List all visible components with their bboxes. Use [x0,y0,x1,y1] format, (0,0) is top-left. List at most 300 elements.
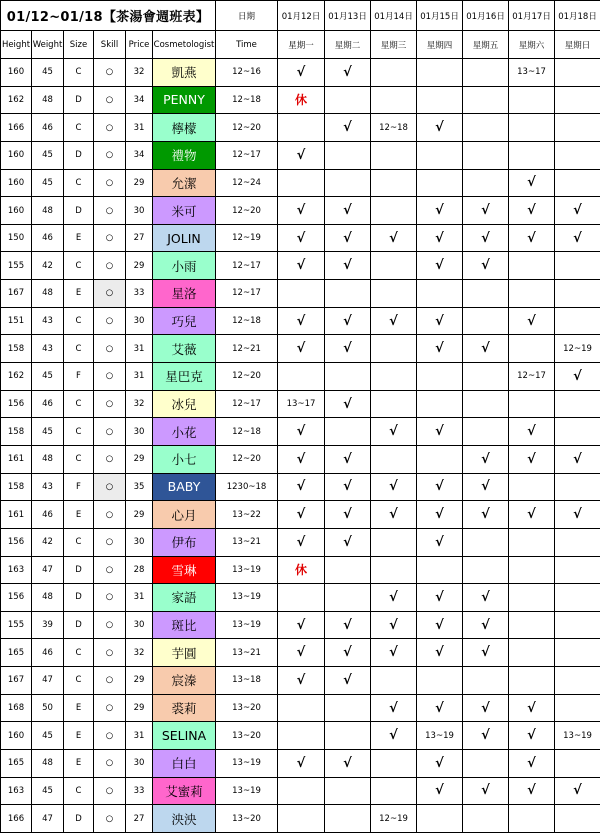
time-cell: 12~17 [216,252,278,280]
day-cell: √ [325,224,371,252]
day-cell [417,667,463,695]
size-cell: C [64,639,94,667]
size-cell: E [64,694,94,722]
day-cell [325,363,371,391]
table-row [1,750,600,778]
time-cell: 13~20 [216,694,278,722]
time-cell: 1230~18 [216,473,278,501]
day-cell: √ [417,197,463,225]
day-cell [371,777,417,805]
day-cell [325,805,371,833]
height-cell: 160 [1,197,32,225]
day-cell: √ [509,694,555,722]
day-cell [417,805,463,833]
day-cell: 12~19 [371,805,417,833]
skill-cell: ○ [94,86,126,114]
cosmetologist-name: 禮物 [153,141,216,169]
price-cell: 34 [126,141,153,169]
table-row [1,114,600,142]
day-cell: √ [463,584,509,612]
day-cell: √ [463,694,509,722]
day-cell [417,59,463,87]
day-cell [509,335,555,363]
height-cell: 167 [1,280,32,308]
price-cell: 29 [126,694,153,722]
time-cell: 12~18 [216,86,278,114]
weight-cell: 48 [32,280,64,308]
height-cell: 168 [1,694,32,722]
weight-cell: 43 [32,307,64,335]
day-cell: √ [555,363,600,391]
table-row [1,667,600,695]
price-cell: 32 [126,390,153,418]
size-cell: C [64,307,94,335]
day-cell: √ [509,445,555,473]
day-cell [278,114,325,142]
day-cell: √ [463,197,509,225]
day-cell: √ [278,335,325,363]
day-cell: √ [325,611,371,639]
height-cell: 151 [1,307,32,335]
day-cell [371,667,417,695]
col-header-cosmetologist: Cosmetologist [153,31,216,59]
height-cell: 162 [1,86,32,114]
height-cell: 158 [1,418,32,446]
col-header-height: Height [1,31,32,59]
size-cell: D [64,86,94,114]
day-cell [325,418,371,446]
day-cell: √ [371,418,417,446]
day-cell: √ [509,169,555,197]
height-cell: 167 [1,667,32,695]
day-cell: √ [371,224,417,252]
table-row [1,528,600,556]
skill-cell: ○ [94,169,126,197]
day-cell [509,86,555,114]
day-cell [463,528,509,556]
cosmetologist-name: 檸檬 [153,114,216,142]
day-cell: 12~18 [371,114,417,142]
day-cell: √ [371,694,417,722]
day-cell [555,59,600,87]
day-cell [278,722,325,750]
day-cell [509,584,555,612]
cosmetologist-name: BABY [153,473,216,501]
weight-cell: 50 [32,694,64,722]
day-cell: √ [417,473,463,501]
day-cell [555,667,600,695]
day-cell [555,556,600,584]
day-cell: √ [463,777,509,805]
day-cell [509,805,555,833]
skill-cell: ○ [94,59,126,87]
cosmetologist-name: 白白 [153,750,216,778]
day-cell [509,252,555,280]
day-cell: 12~19 [555,335,600,363]
day-cell: √ [371,473,417,501]
day-cell: √ [278,59,325,87]
day-cell: √ [555,777,600,805]
price-cell: 31 [126,363,153,391]
price-cell: 28 [126,556,153,584]
size-cell: C [64,390,94,418]
page-title: 01/12~01/18【茶湯會週班表】 [1,1,216,31]
size-cell: C [64,418,94,446]
height-cell: 165 [1,639,32,667]
date-header: 01月18日 [555,1,600,31]
price-cell: 30 [126,307,153,335]
weight-cell: 42 [32,528,64,556]
day-cell: √ [278,528,325,556]
time-cell: 13~19 [216,611,278,639]
day-cell: 休 [278,86,325,114]
skill-cell: ○ [94,252,126,280]
time-cell: 12~17 [216,390,278,418]
table-row [1,445,600,473]
time-cell: 12~17 [216,280,278,308]
price-cell: 27 [126,805,153,833]
day-cell [509,114,555,142]
day-cell [463,390,509,418]
day-cell [278,169,325,197]
day-cell [278,777,325,805]
day-cell: √ [325,335,371,363]
size-cell: C [64,114,94,142]
day-cell: √ [463,473,509,501]
day-cell: 13~19 [417,722,463,750]
weight-cell: 46 [32,639,64,667]
height-cell: 163 [1,556,32,584]
weekday-header: 星期五 [463,31,509,59]
day-cell [555,114,600,142]
skill-cell: ○ [94,667,126,695]
price-cell: 33 [126,777,153,805]
weekday-header: 星期二 [325,31,371,59]
table-row [1,252,600,280]
day-cell: √ [463,639,509,667]
day-cell: √ [509,197,555,225]
time-cell: 12~24 [216,169,278,197]
table-row [1,59,600,87]
skill-cell: ○ [94,556,126,584]
weekday-header: 星期三 [371,31,417,59]
skill-cell: ○ [94,418,126,446]
day-cell [371,750,417,778]
day-cell [371,86,417,114]
day-cell [463,363,509,391]
day-cell: √ [278,501,325,529]
date-header: 01月14日 [371,1,417,31]
day-cell [417,86,463,114]
skill-cell: ○ [94,114,126,142]
day-cell: √ [278,639,325,667]
price-cell: 27 [126,224,153,252]
time-cell: 12~20 [216,363,278,391]
cosmetologist-name: 小雨 [153,252,216,280]
day-cell [278,363,325,391]
weight-cell: 47 [32,556,64,584]
price-cell: 31 [126,114,153,142]
time-cell: 12~20 [216,197,278,225]
weight-cell: 45 [32,141,64,169]
date-header: 01月17日 [509,1,555,31]
cosmetologist-name: SELINA [153,722,216,750]
price-cell: 32 [126,639,153,667]
day-cell [509,611,555,639]
size-cell: C [64,335,94,363]
day-cell: √ [325,114,371,142]
day-cell: √ [325,445,371,473]
weekday-header: 星期一 [278,31,325,59]
day-cell [278,280,325,308]
day-cell: √ [417,501,463,529]
day-cell [325,777,371,805]
weight-cell: 42 [32,252,64,280]
day-cell [555,528,600,556]
day-cell: √ [325,390,371,418]
day-cell: √ [463,501,509,529]
day-cell: √ [417,584,463,612]
day-cell: √ [371,722,417,750]
day-cell: √ [463,252,509,280]
day-cell: √ [509,224,555,252]
day-cell: √ [417,307,463,335]
size-cell: D [64,556,94,584]
col-header-size: Size [64,31,94,59]
skill-cell: ○ [94,197,126,225]
day-cell: √ [417,750,463,778]
size-cell: C [64,59,94,87]
day-cell [278,694,325,722]
time-cell: 13~19 [216,556,278,584]
size-cell: E [64,224,94,252]
day-cell: √ [417,611,463,639]
time-cell: 13~21 [216,528,278,556]
table-row [1,501,600,529]
price-cell: 29 [126,501,153,529]
time-cell: 12~18 [216,418,278,446]
day-cell [371,445,417,473]
date-header: 01月13日 [325,1,371,31]
skill-cell: ○ [94,805,126,833]
cosmetologist-name: 凱燕 [153,59,216,87]
weight-cell: 48 [32,584,64,612]
day-cell [325,280,371,308]
cosmetologist-name: 斑比 [153,611,216,639]
price-cell: 30 [126,418,153,446]
day-cell: √ [278,445,325,473]
cosmetologist-name: 宸溱 [153,667,216,695]
skill-cell: ○ [94,390,126,418]
weight-cell: 45 [32,169,64,197]
day-cell: √ [325,59,371,87]
day-cell: √ [417,418,463,446]
day-cell [555,141,600,169]
cosmetologist-name: 星洛 [153,280,216,308]
day-cell: √ [325,750,371,778]
time-cell: 12~17 [216,141,278,169]
day-cell [325,584,371,612]
cosmetologist-name: 冰兒 [153,390,216,418]
skill-cell: ○ [94,722,126,750]
day-cell: √ [463,445,509,473]
table-row [1,169,600,197]
day-cell: √ [417,639,463,667]
skill-cell: ○ [94,445,126,473]
day-cell [463,114,509,142]
time-cell: 13~19 [216,750,278,778]
day-cell: √ [509,307,555,335]
day-cell [509,639,555,667]
day-cell: √ [509,501,555,529]
size-cell: D [64,611,94,639]
day-cell [555,805,600,833]
table-row [1,556,600,584]
day-cell: √ [463,224,509,252]
price-cell: 29 [126,252,153,280]
table-row [1,197,600,225]
cosmetologist-name: 心月 [153,501,216,529]
col-header-skill: Skill [94,31,126,59]
day-cell: √ [509,722,555,750]
size-cell: E [64,722,94,750]
skill-cell: ○ [94,694,126,722]
day-cell [555,390,600,418]
day-cell: √ [417,694,463,722]
height-cell: 160 [1,141,32,169]
day-cell: √ [555,197,600,225]
price-cell: 33 [126,280,153,308]
cosmetologist-name: 允潔 [153,169,216,197]
day-cell [371,59,417,87]
height-cell: 155 [1,611,32,639]
day-cell: √ [278,473,325,501]
day-cell: √ [555,224,600,252]
cosmetologist-name: 泱泱 [153,805,216,833]
day-cell: √ [371,639,417,667]
day-cell [371,280,417,308]
cosmetologist-name: 米可 [153,197,216,225]
header-row-columns [1,31,600,59]
price-cell: 30 [126,197,153,225]
height-cell: 150 [1,224,32,252]
cosmetologist-name: 小七 [153,445,216,473]
day-cell: √ [555,445,600,473]
date-header: 01月15日 [417,1,463,31]
day-cell: √ [278,197,325,225]
day-cell: √ [371,611,417,639]
date-header: 01月16日 [463,1,509,31]
day-cell [555,307,600,335]
day-cell [371,169,417,197]
day-cell: √ [371,584,417,612]
height-cell: 163 [1,777,32,805]
skill-cell: ○ [94,335,126,363]
day-cell [417,169,463,197]
size-cell: F [64,363,94,391]
skill-cell: ○ [94,639,126,667]
table-row [1,805,600,833]
day-cell [417,556,463,584]
table-row [1,584,600,612]
time-cell: 12~20 [216,114,278,142]
size-cell: C [64,777,94,805]
weight-cell: 48 [32,750,64,778]
day-cell [555,584,600,612]
day-cell: √ [325,639,371,667]
size-cell: E [64,501,94,529]
time-cell: 13~22 [216,501,278,529]
cosmetologist-name: JOLIN [153,224,216,252]
skill-cell: ○ [94,611,126,639]
day-cell [509,473,555,501]
day-cell: √ [278,750,325,778]
size-cell: C [64,528,94,556]
day-cell [325,556,371,584]
day-cell: √ [278,418,325,446]
day-cell: 13~17 [278,390,325,418]
col-header-time: Time [216,31,278,59]
day-cell: 休 [278,556,325,584]
weight-cell: 46 [32,224,64,252]
day-cell [371,335,417,363]
table-row [1,280,600,308]
cosmetologist-name: 伊布 [153,528,216,556]
time-cell: 12~16 [216,59,278,87]
height-cell: 158 [1,473,32,501]
day-cell [417,390,463,418]
weight-cell: 47 [32,805,64,833]
day-cell [463,86,509,114]
col-header-weight: Weight [32,31,64,59]
cosmetologist-name: 雪琳 [153,556,216,584]
skill-cell: ○ [94,501,126,529]
day-cell [325,169,371,197]
day-cell: √ [509,418,555,446]
time-cell: 12~18 [216,307,278,335]
skill-cell: ○ [94,473,126,501]
height-cell: 166 [1,805,32,833]
day-cell [509,390,555,418]
day-cell [555,639,600,667]
day-cell [463,556,509,584]
table-row [1,473,600,501]
price-cell: 31 [126,584,153,612]
day-cell: √ [417,335,463,363]
cosmetologist-name: 艾薇 [153,335,216,363]
skill-cell: ○ [94,777,126,805]
time-cell: 13~19 [216,777,278,805]
price-cell: 30 [126,750,153,778]
day-cell: √ [371,501,417,529]
day-cell: √ [325,501,371,529]
table-row [1,363,600,391]
day-cell [463,141,509,169]
table-row [1,694,600,722]
weekday-header: 星期四 [417,31,463,59]
day-cell: √ [463,335,509,363]
cosmetologist-name: 裘莉 [153,694,216,722]
day-cell: √ [278,307,325,335]
day-cell: √ [417,114,463,142]
day-cell [278,584,325,612]
height-cell: 156 [1,390,32,418]
cosmetologist-name: 巧兒 [153,307,216,335]
day-cell [463,280,509,308]
weight-cell: 46 [32,501,64,529]
day-cell [463,169,509,197]
day-cell: √ [417,252,463,280]
